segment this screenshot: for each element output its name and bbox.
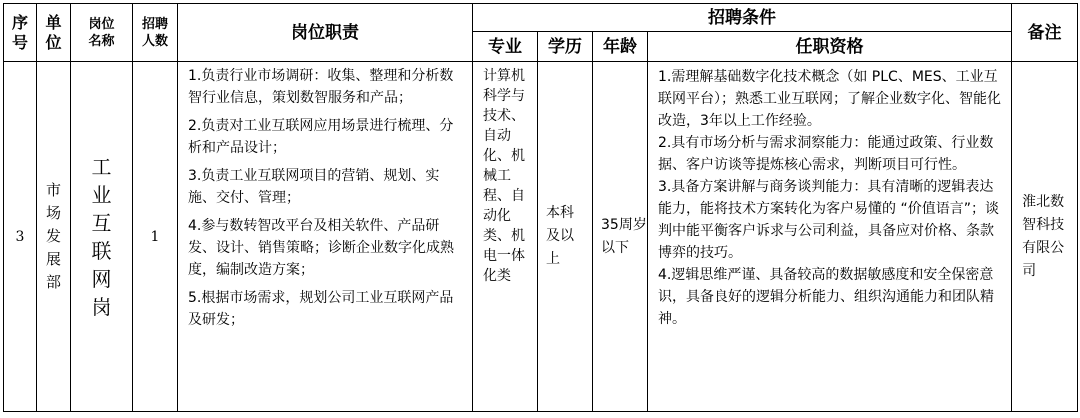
cell-headcount: 1: [133, 62, 178, 412]
cell-qualifications: [648, 62, 1012, 412]
cell-remark: 淮北数智科技有限公司: [1012, 62, 1078, 412]
header-education: 学历: [538, 32, 593, 62]
header-seq: 序号: [4, 4, 37, 62]
cell-duties: [178, 62, 473, 412]
cell-post-name: 工业互联网岗: [71, 62, 133, 412]
qualification-item: 4.逻辑思维严谨、具备较高的数据敏感度和安全保密意识，具备良好的逻辑分析能力、组织沟通能力和团队精神。: [658, 267, 994, 327]
qualification-item: 1.需理解基础数字化技术概念（如 PLC、MES、工业互联网平台）；熟悉工业互联网；了解企业数字化、智能化改造，3年以上工作经验。: [658, 69, 1001, 129]
header-duties: 岗位职责: [178, 4, 473, 62]
cell-major: 计算机科学与技术、自动化、机械工程、自动化类、机电一体化类: [473, 62, 538, 412]
cell-age: 35周岁以下: [593, 62, 648, 412]
header-post-name: 岗位名称: [71, 4, 133, 62]
duty-item: 2.负责对工业互联网应用场景进行梳理、分析和产品设计；: [188, 118, 454, 156]
qualification-item: 3.具备方案讲解与商务谈判能力：具有清晰的逻辑表达能力，能将技术方案转化为客户易懂的 “价值语言”；谈判中能平衡客户诉求与公司利益，具备应对价格、条款博弈的技巧。: [658, 179, 999, 261]
duty-item: 1.负责行业市场调研：收集、整理和分析数智行业信息，策划数智服务和产品；: [188, 68, 454, 106]
duty-item: 4.参与数转智改平台及相关软件、产品研发、设计、销售策略；诊断企业数字化成熟度，编制改造方案；: [188, 218, 454, 278]
cell-education: 本科及以上: [538, 62, 593, 412]
duty-item: 3.负责工业互联网项目的营销、规划、实施、交付、管理；: [188, 168, 440, 206]
qualification-item: 2.具有市场分析与需求洞察能力：能通过政策、行业数据、客户访谈等提炼核心需求，判断项目可行性。: [658, 135, 994, 173]
recruitment-table: [3, 3, 1078, 412]
header-row-top: [4, 4, 1078, 32]
table-row: [4, 62, 1078, 412]
header-major: 专业: [473, 32, 538, 62]
cell-seq: 3: [4, 62, 37, 412]
header-headcount: 招聘人数: [133, 4, 178, 62]
header-remark: 备注: [1012, 4, 1078, 62]
header-unit: 单位: [37, 4, 71, 62]
header-conditions: 招聘条件: [473, 4, 1012, 32]
header-qualifications: 任职资格: [648, 32, 1012, 62]
cell-unit: 市场发展部: [37, 62, 71, 412]
header-age: 年龄: [593, 32, 648, 62]
duty-item: 5.根据市场需求，规划公司工业互联网产品及研发；: [188, 290, 454, 328]
